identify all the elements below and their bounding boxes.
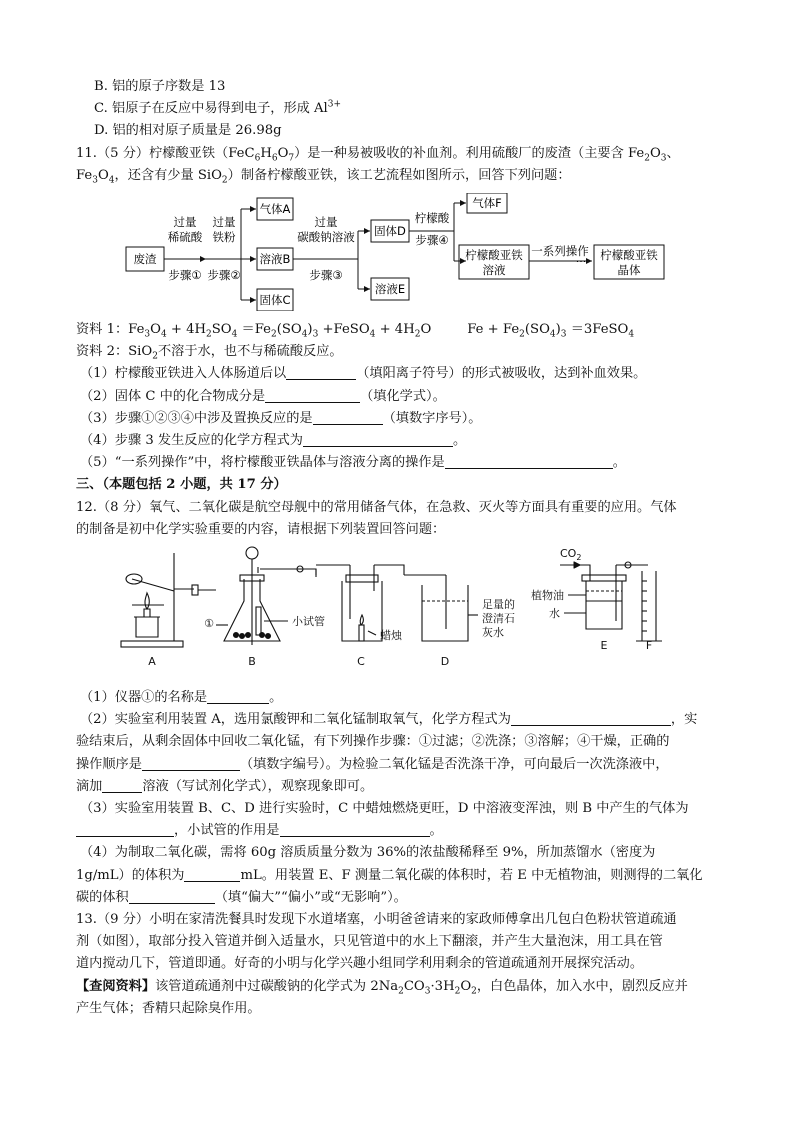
q11-part-4: （4）步骤 3 发生反应的化学方程式为 。 (80, 433, 467, 449)
q12-part-4-line1: （4）为制取二氧化碳，需将 60g 溶质质量分数为 36%的浓盐酸稀释至 9%，所加蒸馏水（密度为 (80, 845, 656, 861)
co2-label: $CO_2$ (560, 547, 582, 563)
q12-apparatus-diagram (76, 545, 696, 683)
answer-blank[interactable] (102, 778, 142, 793)
step1-reagent-1: 过量 (173, 215, 197, 230)
solution-b-label: 溶液B (259, 252, 291, 267)
q13-line4: 【查阅资料】该管道疏通剂中过碳酸钠的化学式为 $2Na_2CO_3\cdot 3H_2O_2$，白色晶体，加入水中，剧烈反应并 (76, 978, 688, 997)
answer-blank[interactable] (280, 822, 430, 837)
q12-part-4-line2: 1g/mL）的体积为 mL。用装置 E、F 测量二氧化碳的体积时，若 E 中无植物油，则测得的二氧化 (76, 867, 703, 883)
apparatus-a (121, 553, 216, 647)
limewater-label-1: 足量的 (482, 598, 515, 612)
apparatus-b (224, 547, 316, 645)
label-a: A (148, 655, 156, 669)
step3-reagent-1: 过量 (314, 215, 338, 230)
option-b: B. 铝的原子序数是 13 (94, 79, 226, 94)
step1-label: 步骤① (168, 268, 202, 283)
apparatus-d (404, 575, 468, 641)
gas-f-label: 气体F (472, 196, 502, 211)
gas-a-label: 气体A (259, 202, 291, 217)
solid-d-label: 固体D (374, 224, 406, 239)
q12-stem-line2: 的制备是初中化学实验重要的内容，请根据下列装置回答问题： (76, 521, 446, 537)
q12-part-3-line2: ，小试管的作用是 。 (76, 820, 736, 842)
citrate-solution-label-1: 柠檬酸亚铁 (465, 248, 523, 263)
apparatus-e (560, 547, 648, 629)
step4-label: 步骤④ (415, 233, 449, 248)
step1-reagent-2: 稀硫酸 (167, 230, 203, 245)
instrument-1-label: ① (204, 617, 214, 631)
q11-reference-2: 资料 2：SiO$_2$不溶于水，也不与稀硫酸反应。 (76, 344, 343, 362)
small-tube-label: 小试管 (292, 615, 325, 629)
step2-reagent-1: 过量 (212, 215, 236, 230)
q12-part-2-line2: 验结束后，从剩余固体中回收二氧化锰，有下列操作步骤：①过滤；②洗涤；③溶解；④干燥，正确的 (76, 734, 670, 750)
q11-reference-1: 资料 1：$Fe_3O_4 + 4H_2SO_4 =Fe_2(SO_4)_3$ +FeSO$_4$ + $4H_2O$ $Fe + Fe_2(SO_4)_3$ ＝3FeSO$_4$ (76, 322, 635, 340)
answer-blank[interactable] (207, 689, 269, 704)
q11-stem-line1: 11.（5 分）柠檬酸亚铁$(FeC_6H_6O_7)$是一种易被吸收的补血剂。利用硫酸厂的废渣（主要含 $Fe_2O_3$、 (76, 145, 680, 164)
q11-part-3: （3）步骤①②③④中涉及置换反应的是 （填数字序号）。 (80, 410, 482, 426)
answer-blank[interactable] (511, 711, 671, 726)
svg-text:···: ··· (575, 255, 587, 269)
q12-part-1: （1）仪器①的名称是 。 (80, 690, 283, 706)
step4-reagent: 柠檬酸 (414, 211, 450, 226)
vegetable-oil-label: 植物油 (531, 589, 564, 603)
label-c: C (357, 655, 365, 669)
citrate-solution-label-2: 溶液 (482, 263, 506, 278)
limewater-label-2: 澄清石 (482, 612, 515, 626)
waste-label: 废渣 (133, 252, 157, 267)
q12-stem-line1: 12.（8 分）氧气、二氧化碳是航空母舰中的常用储备气体，在急救、灭火等方面具有重要的应用。气体 (76, 499, 677, 515)
answer-blank[interactable] (142, 756, 240, 771)
solid-c-label: 固体C (259, 293, 291, 308)
exam-page (76, 76, 736, 1020)
label-e: E (600, 639, 608, 653)
answer-blank[interactable] (303, 432, 453, 447)
q12-part-4-line3: 碳的体积 （填“偏大”“偏小”或“无影响”）。 (76, 889, 407, 905)
answer-blank[interactable] (313, 410, 383, 425)
reference-tag: 【查阅资料】 (76, 978, 156, 994)
q12-part-2-line4: 滴加 溶液（写试剂化学式），观察现象即可。 (76, 778, 374, 794)
q11-part-2: （2）固体 C 中的化合物成分是 （填化学式）。 (80, 388, 446, 404)
q11-process-flowchart (76, 193, 676, 311)
section-heading: 三、（本题包括 2 小题，共 17 分） (76, 477, 287, 493)
answer-blank[interactable] (445, 454, 613, 469)
q13-line2: 剂（如图），取部分投入管道并倒入适量水，只见管道中的水上下翻滚，并产生大量泡沫，用工具在管 (76, 934, 663, 950)
candle-label: 蜡烛 (380, 629, 402, 643)
answer-blank[interactable] (76, 822, 174, 837)
option-d: D. 铝的相对原子质量是 26.98g (94, 123, 282, 139)
label-b: B (248, 655, 256, 669)
q12-part-2-line1: （2）实验室利用装置 A，选用氯酸钾和二氧化锰制取氧气，化学方程式为 ，实 (80, 712, 698, 728)
q12-part-3-line1: （3）实验室用装置 B、C、D 进行实验时，C 中蜡烛燃烧更旺，D 中溶液变浑浊，则 B 中产生的气体为 (80, 801, 689, 817)
citrate-crystal-label-1: 柠檬酸亚铁 (600, 248, 658, 263)
solution-e-label: 溶液E (374, 282, 406, 297)
limewater-label-3: 灰水 (482, 626, 504, 640)
q13-line1: 13.（9 分）小明在家清洗餐具时发现下水道堵塞，小明爸爸请来的家政师傅拿出几包白色粉状管道疏通 (76, 912, 677, 928)
option-c: C. 铝原子在反应中易得到电子，形成 $Al^{3+}$ (94, 99, 342, 117)
label-f: F (645, 639, 653, 653)
q13-line5: 产生气体；香精只起除臭作用。 (76, 1000, 261, 1016)
answer-blank[interactable] (265, 388, 360, 403)
answer-blank[interactable] (286, 365, 356, 380)
step2-label: 步骤② (207, 268, 241, 283)
q11-part-5: （5）“一系列操作”中，将柠檬酸亚铁晶体与溶液分离的操作是 。 (80, 455, 626, 471)
label-d: D (440, 655, 450, 669)
answer-blank[interactable] (129, 889, 215, 904)
citrate-crystal-label-2: 晶体 (617, 263, 641, 278)
q11-stem-line2: $Fe_3O_4$，还含有少量 SiO$_2$）制备柠檬酸亚铁，该工艺流程如图所示，回答下列问题： (76, 167, 571, 186)
step2-reagent-2: 铁粉 (212, 230, 236, 245)
step3-reagent-2: 碳酸钠溶液 (297, 230, 355, 245)
step3-label: 步骤③ (309, 268, 343, 283)
q11-part-1: （1）柠檬酸亚铁进入人体肠道后以 （填阳离子符号）的形式被吸收，达到补血效果。 (80, 366, 647, 382)
water-label: 水 (549, 607, 560, 621)
series-ops-label: 一系列操作 (531, 244, 589, 259)
answer-blank[interactable] (184, 867, 240, 882)
q13-line3: 道内搅动几下，管道即通。好奇的小明与化学兴趣小组同学利用剩余的管道疏通剂开展探究活动。 (76, 956, 644, 972)
q12-part-2-line3: 操作顺序是 （填数字编号）。为检验二氧化锰是否洗涤干净，可向最后一次洗涤液中， (76, 756, 669, 772)
apparatus-f (636, 571, 662, 641)
